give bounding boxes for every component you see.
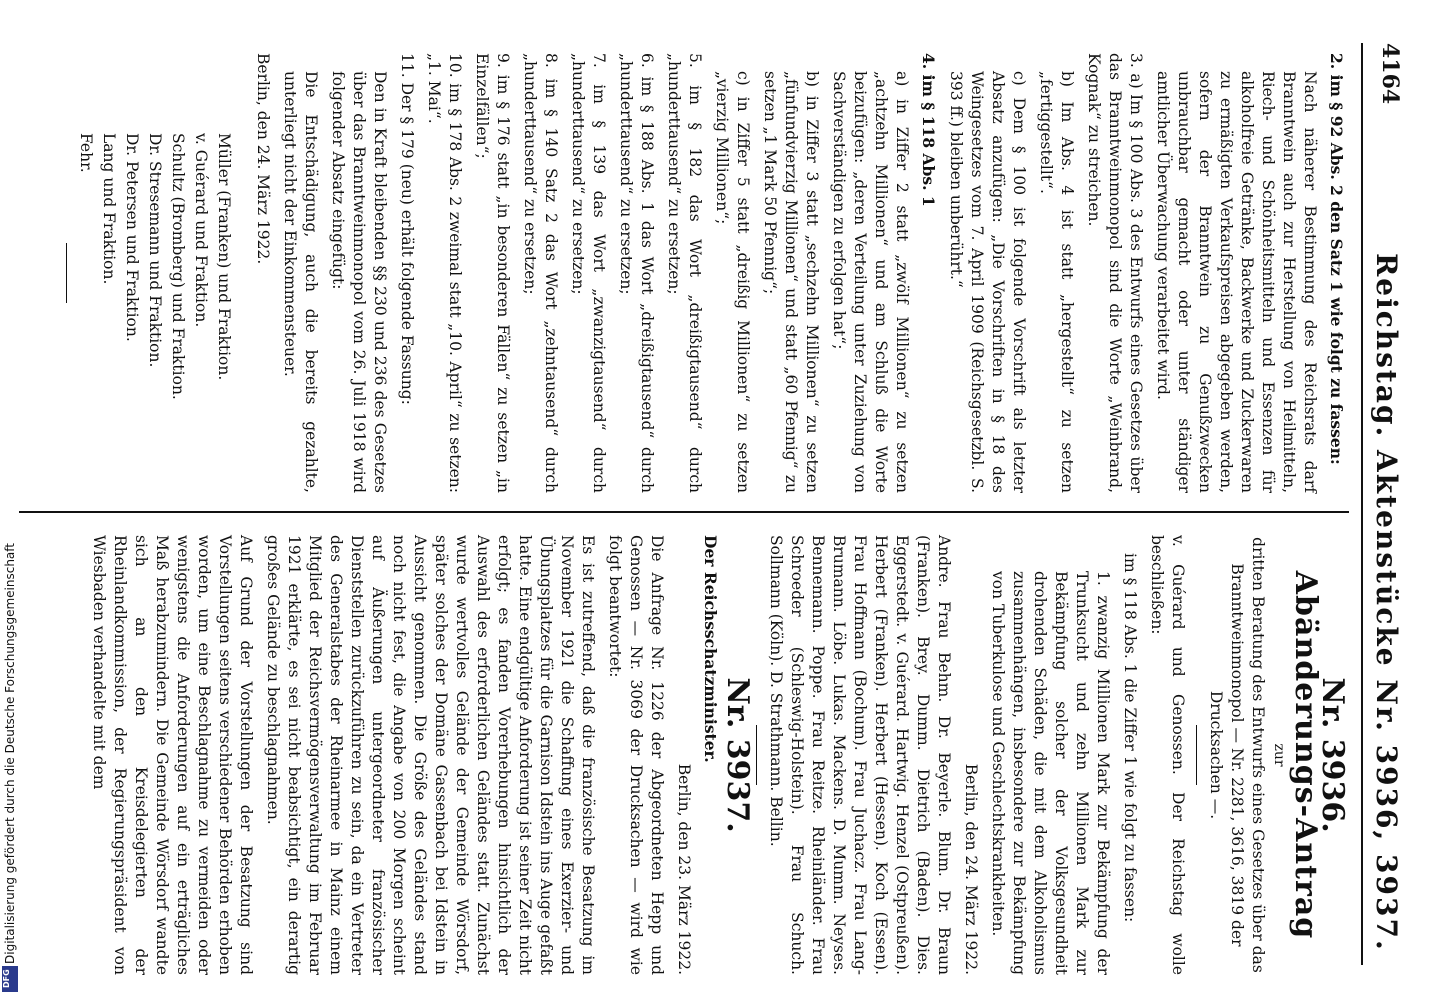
- signatory: v. Guérard und Fraktion.: [192, 133, 210, 328]
- amendment-subitem: b) Im Abs. 4 ist statt „hergestellt“ zu setzen „fertiggestellt“.: [1037, 71, 1076, 493]
- signatory: Müller (Franken) und Fraktion.: [215, 133, 233, 381]
- amendment-subitem: a) in Ziffer 2 statt „zwölf Millionen“ zu setzen „achtzehn Millionen“ und am Schluß die Worte beizufügen: „deren Verteilung unter Zuziehung von Sachverständigen zu erfolgen hat“;: [830, 71, 911, 493]
- header-rule: [1361, 43, 1363, 965]
- digitization-credit: Digitalisierung gefördert durch die Deutsche Forschungsgemeinschaft: [3, 542, 17, 964]
- amendment-subitem: c) Dem § 100 ist folgende Vorschrift als letzter Absatz anzufügen: „Die Vorschriften in § 18 des Weingesetzes vom 7. April 1909 (Reichsgesetzbl. S. 393 ff.) bleiben unberührt.“: [947, 71, 1028, 493]
- place-date: Berlin, den 24. März 1922.: [962, 763, 980, 975]
- section-rule: [1196, 725, 1197, 785]
- amendment-item: 3. a) Im § 100 Abs. 3 des Entwurfs eines Gesetzes über das Branntweinmonopol sind die Worte „Weinbrand, Kognak“ zu streichen.: [1085, 53, 1145, 493]
- page-number: 4164: [1377, 43, 1403, 105]
- amendment-text: Die Entschädigung, auch die bereits gezahlte, unterliegt nicht der Einkommensteuer.: [281, 71, 320, 493]
- amendment-item: 4. im § 118 Abs. 1: [919, 53, 938, 207]
- amendment-item: 7. im § 139 das Wort „zwanzigtausend“ durch „hunderttausend“ zu ersetzen;: [569, 53, 608, 493]
- answer-paragraph: Auf Grund der Vorstellungen der Besatzung sind Vorstellungen seitens verschiedener Behörden erhoben worden, um eine Beschlagnahme zu vermeiden oder wenigstens die Anforderungen auf ein erträgliches Maß herabzumindern. Die Gemeinde Wörsdorf wandte sich an den Kreisdelegierten der Rheinlandkommission, der Regierungspräsident von Wiesbaden verhandelte mit dem: [90, 535, 255, 975]
- amendment-subitem: c) in Ziffer 5 statt „dreißig Millionen“ zu setzen „vierzig Millionen“;: [713, 71, 752, 493]
- amendment-item: 2. im § 92 Abs. 2 den Satz 1 wie folgt zu fassen:: [1327, 53, 1346, 465]
- dfg-logo: DFG: [2, 966, 18, 992]
- amendment-item: 8. im § 140 Satz 2 das Wort „zehntausend“ durch „hunderttausend“ zu ersetzen;: [521, 53, 560, 493]
- page-header: [1365, 43, 1409, 965]
- signatory: Fehr.: [77, 133, 95, 173]
- amendment-item: 9. im § 176 statt „in besonderen Fällen“ zu setzen „in Einzelfällen“;: [473, 53, 512, 493]
- amendment-item: 6. im § 188 Abs. 1 das Wort „dreißigtausend“ durch „hunderttausend“ zu ersetzen;: [617, 53, 656, 493]
- motion-text: im § 118 Abs. 1 die Ziffer 1 wie folgt zu fassen:: [1121, 553, 1139, 923]
- signatory: Dr. Petersen und Fraktion.: [123, 133, 141, 342]
- amendment-item: 11. Der § 179 (neu) erhält folgende Fassung:: [398, 53, 416, 405]
- column-divider: [19, 511, 1349, 513]
- document-number: Nr. 3936.: [1315, 677, 1350, 833]
- amendment-subitem: b) in Ziffer 3 statt „sechzehn Millionen“ zu setzen „fünfundvierzig Millionen“ und statt „60 Pfennig“ zu setzen „1 Mark 50 Pfennig“;: [761, 71, 821, 493]
- place-date: Berlin, den 23. März 1922.: [675, 763, 693, 975]
- document-title-connector: zur: [1271, 743, 1287, 767]
- addressee: Der Reichsschatzminister.: [701, 535, 720, 763]
- document-subtitle: dritten Beratung des Entwurfs eines Gesetzes über das Branntweinmonopol — Nr. 2281, 3616, 3819 der Drucksachen —.: [1207, 537, 1267, 973]
- signatory-list: Andre. Frau Behm. Dr. Beyerle. Blum. Dr. Braun (Franken). Brey. Dumm. Dietrich (Baden). Dies. Eggerstedt. v. Guérard. Hartwig. Henzel (Ostpreußen). Herbert (Franken). Herbert (Hessen). Koch (Essen). Frau Hoffmann (Bochum). Frau Juchacz. Frau Lang-Brumann. Löbe. Lukas. Mackens. D. Mumm. Neyses. Bennemann. Poppe. Frau Reitze. Rheinländer. Frau Schroeder (Schleswig-Holstein). Frau Schuch. Sollmann (Köln). D. Strathmann. Bellin.: [767, 535, 953, 975]
- document-title: Abänderungs-Antrag: [1288, 570, 1323, 940]
- signatory: Dr. Stresemann und Fraktion.: [146, 133, 164, 368]
- left-column: [58, 53, 1347, 493]
- place-date: Berlin, den 24. März 1922.: [254, 53, 272, 265]
- rotated-document-page: [5, 5, 1434, 1005]
- signatory: Schultz (Bromberg) und Fraktion.: [169, 133, 187, 400]
- answer-paragraph: Es ist zutreffend, daß die französische Besatzung im November 1921 die Schaffung eines Exerzier- und Übungsplatzes für die Garnison Idstein ins Auge gefaßt hatte. Eine endgültige Anforderung ist seiner Zeit nicht erfolgt; es fanden Vorerhebungen hinsichtlich der Auswahl des erforderlichen Geländes statt. Zunächst wurde wertvolles Gelände der Gemeinde Wörsdorf, später solches der Domäne Gassenbach bei Idstein in Aussicht genommen. Die Größe des Geländes stand noch nicht fest, die Angabe von 200 Morgen scheint auf Äußerungen untergeordneter französischer Dienststellen zurückzuführen zu sein, da ein Vertreter des Generalstabes der Rheinarmee in Mainz einem Mitglied der Reichsvermögensverwaltung im Februar 1921 erklärte, es sei nicht beabsichtigt, ein derartig großes Gelände zu beschlagnahmen.: [264, 535, 597, 975]
- amendment-text: Den in Kraft bleibenden §§ 230 und 236 des Gesetzes über das Branntweinmonopol vom 26. Juli 1918 wird folgender Absatz eingefügt:: [329, 71, 389, 493]
- right-column: [82, 535, 1350, 975]
- section-rule: [756, 725, 757, 785]
- amendment-item: 10. im § 178 Abs. 2 zweimal statt „10. April“ zu setzen: „1. Mai“.: [425, 53, 464, 493]
- signatory: Lang und Fraktion.: [100, 133, 118, 285]
- amendment-item: 5. im § 182 das Wort „dreißigtausend“ durch „hunderttausend“ zu ersetzen;: [665, 53, 704, 493]
- amendment-text: Nach näherer Bestimmung des Reichsrats darf Branntwein auch zur Herstellung von Heilmitteln, Riech- und Schönheitsmitteln und Essenzen für alkoholfreie Getränke, Backwerke und Zuckerwaren zu ermäßigten Verkaufspreisen abgegeben werden, sofern der Branntwein zu Genußzwecken unbrauchbar gemacht oder unter ständiger amtlicher Überwachung verarbeitet wird.: [1154, 71, 1319, 493]
- running-title: Reichstag. Aktenstücke Nr. 3936, 3937.: [1370, 253, 1403, 952]
- section-rule: [66, 243, 67, 303]
- motion-intro: v. Guérard und Genossen. Der Reichstag wolle beschließen:: [1148, 535, 1187, 975]
- document-number: Nr. 3937.: [720, 677, 755, 833]
- motion-text: 1. zwanzig Millionen Mark zur Bekämpfung der Trunksucht und zehn Millionen Mark zur Bekämpfung solcher der Volksgesundheit drohenden Schäden, die mit dem Alkoholismus zusammenhängen, insbesondere zur Bekämpfung von Tuberkulose und Geschlechtskrankheiten.: [989, 571, 1112, 975]
- answer-paragraph: Die Anfrage Nr. 1226 der Abgeordneten Hepp und Genossen — Nr. 3069 der Drucksachen — wird wie folgt beantwortet:: [606, 535, 666, 975]
